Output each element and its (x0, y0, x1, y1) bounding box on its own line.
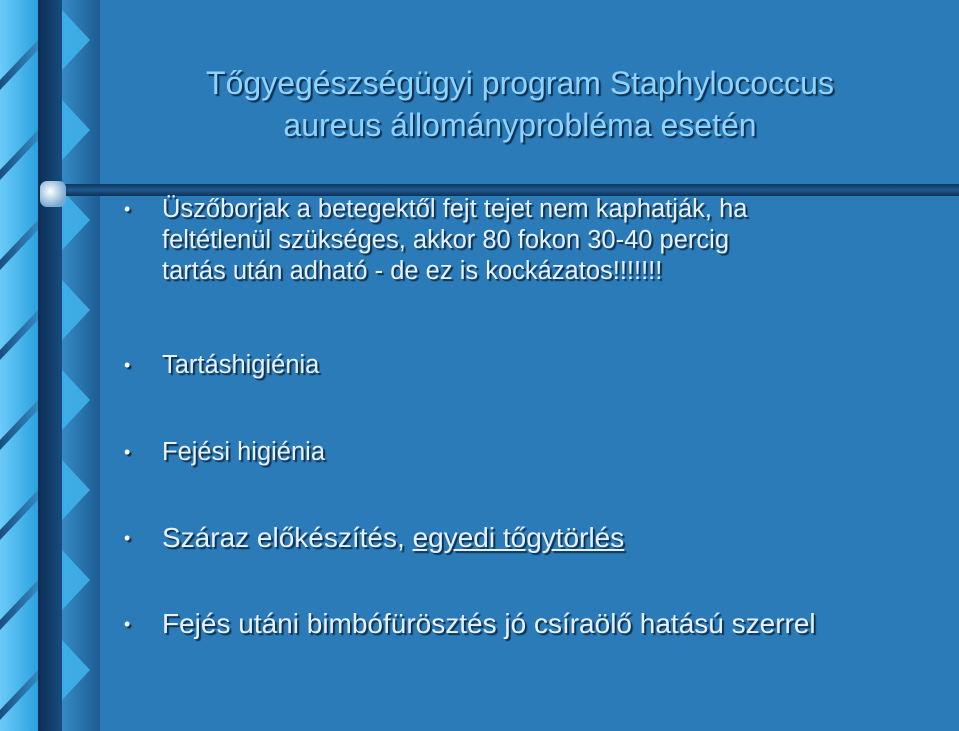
bullet-text: Fejési higiénia (162, 438, 326, 466)
bullet-item-milking-hygiene (124, 437, 954, 468)
bullet-text-underlined: egyedi tőgytörlés (412, 522, 625, 553)
title-line-2: aureus állományprobléma esetén (283, 107, 757, 143)
slide-title (100, 62, 940, 146)
title-line-1: Tőgyegészségügyi program Staphylococcus (206, 65, 834, 101)
bullet-text-plain: Száraz előkészítés, (162, 522, 413, 553)
bullet-item-post-milking-dip (124, 607, 954, 641)
bullet-text: Fejés utáni bimbófürösztés jó csíraölő hatású szerrel (162, 608, 816, 639)
bullet-text (162, 521, 954, 555)
bullet-line: tartás után adható - de ez is kockázatos!!!!!!! (162, 257, 663, 285)
divider-knob-icon (40, 181, 66, 207)
bullet-dot-icon: • (124, 442, 131, 462)
bullet-dot-icon: • (124, 199, 131, 219)
bullet-text: Tartáshigiénia (162, 351, 320, 379)
bullet-item-dry-preparation (124, 521, 954, 555)
bullet-dot-icon: • (124, 614, 131, 634)
bullet-line: feltétlenül szükséges, akkor 80 fokon 30-40 percig (162, 226, 730, 254)
bullet-dot-icon: • (124, 355, 131, 375)
bullet-line: Üszőborjak a betegektől fejt tejet nem kaphatják, ha (162, 195, 748, 223)
bullet-item-housing-hygiene (124, 350, 954, 381)
bullet-item-heifer-milk (124, 194, 954, 287)
bullet-dot-icon: • (124, 528, 131, 548)
left-decorative-strip (0, 0, 100, 731)
